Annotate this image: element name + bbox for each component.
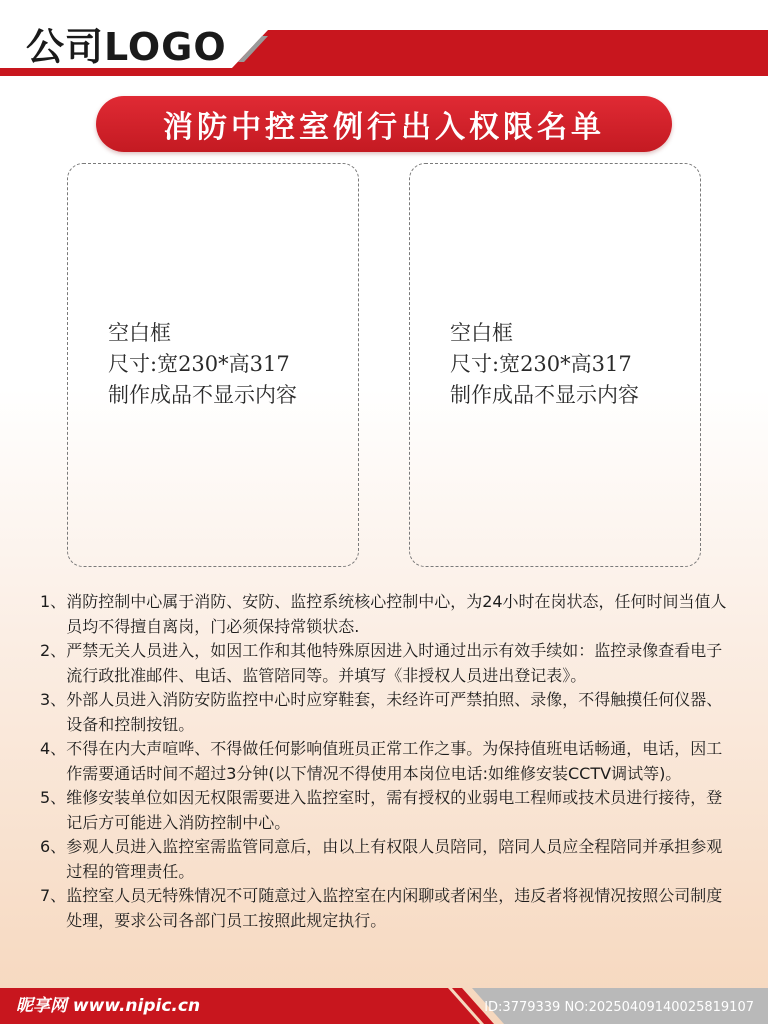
rule-number: 5、 <box>40 788 67 807</box>
photo-placeholder-left <box>67 163 359 567</box>
rule-text: 维修安装单位如因无权限需要进入监控室时，需有授权的业弱电工程师或技术员进行接待，登记后方可能进入消防控制中心。 <box>66 788 723 832</box>
company-logo: 公司LOGO <box>26 25 227 69</box>
watermark-site: 昵享网 www.nipic.cn <box>16 996 201 1016</box>
title-banner <box>96 96 672 152</box>
rule-number: 3、 <box>40 690 67 709</box>
rule-item <box>40 884 730 933</box>
rule-item <box>40 737 730 786</box>
placeholder-note-line: 制作成品不显示内容 <box>108 383 297 407</box>
rule-item <box>40 639 730 688</box>
placeholder-size-line: 尺寸:宽230*高317 <box>450 352 632 376</box>
placeholder-line: 空白框 <box>450 321 513 345</box>
placeholder-text <box>108 318 297 411</box>
rule-text: 外部人员进入消防安防监控中心时应穿鞋套，未经许可严禁拍照、录像，不得触摸任何仪器、设备和控制按钮。 <box>66 690 723 734</box>
rule-item <box>40 590 730 639</box>
rule-number: 1、 <box>40 592 67 611</box>
rule-text: 严禁无关人员进入，如因工作和其他特殊原因进入时通过出示有效手续如：监控录像查看电子流行政批准邮件、电话、监管陪同等。并填写《非授权人员进出登记表》。 <box>66 641 723 685</box>
placeholder-text <box>450 318 639 411</box>
photo-placeholder-right <box>409 163 701 567</box>
rule-text: 消防控制中心属于消防、安防、监控系统核心控制中心，为24小时在岗状态，任何时间当值人员均不得擅自离岗，门必须保持常锁状态. <box>66 592 727 636</box>
watermark-id: ID:3779339 NO:20250409140025819107 <box>484 1000 754 1015</box>
rules-list <box>40 590 730 933</box>
rule-number: 2、 <box>40 641 67 660</box>
placeholder-size-line: 尺寸:宽230*高317 <box>108 352 290 376</box>
rule-item <box>40 835 730 884</box>
page-title: 消防中控室例行出入权限名单 <box>163 110 605 145</box>
rule-number: 6、 <box>40 837 67 856</box>
placeholder-line: 空白框 <box>108 321 171 345</box>
rule-item <box>40 688 730 737</box>
rule-number: 7、 <box>40 886 67 905</box>
rule-text: 参观人员进入监控室需监管同意后，由以上有权限人员陪同，陪同人员应全程陪同并承担参观过程的管理责任。 <box>66 837 723 881</box>
rule-text: 监控室人员无特殊情况不可随意过入监控室在内闲聊或者闲坐，违反者将视情况按照公司制度处理，要求公司各部门员工按照此规定执行。 <box>66 886 723 930</box>
footer-band <box>0 988 768 1024</box>
rule-number: 4、 <box>40 739 67 758</box>
placeholder-note-line: 制作成品不显示内容 <box>450 383 639 407</box>
rule-item <box>40 786 730 835</box>
rule-text: 不得在内大声喧哗、不得做任何影响值班员正常工作之事。为保持值班电话畅通，电话，因工作需要通话时间不超过3分钟(以下情况不得使用本岗位电话:如维修安装CCTV调试等)。 <box>66 739 723 783</box>
header-band <box>0 0 768 80</box>
